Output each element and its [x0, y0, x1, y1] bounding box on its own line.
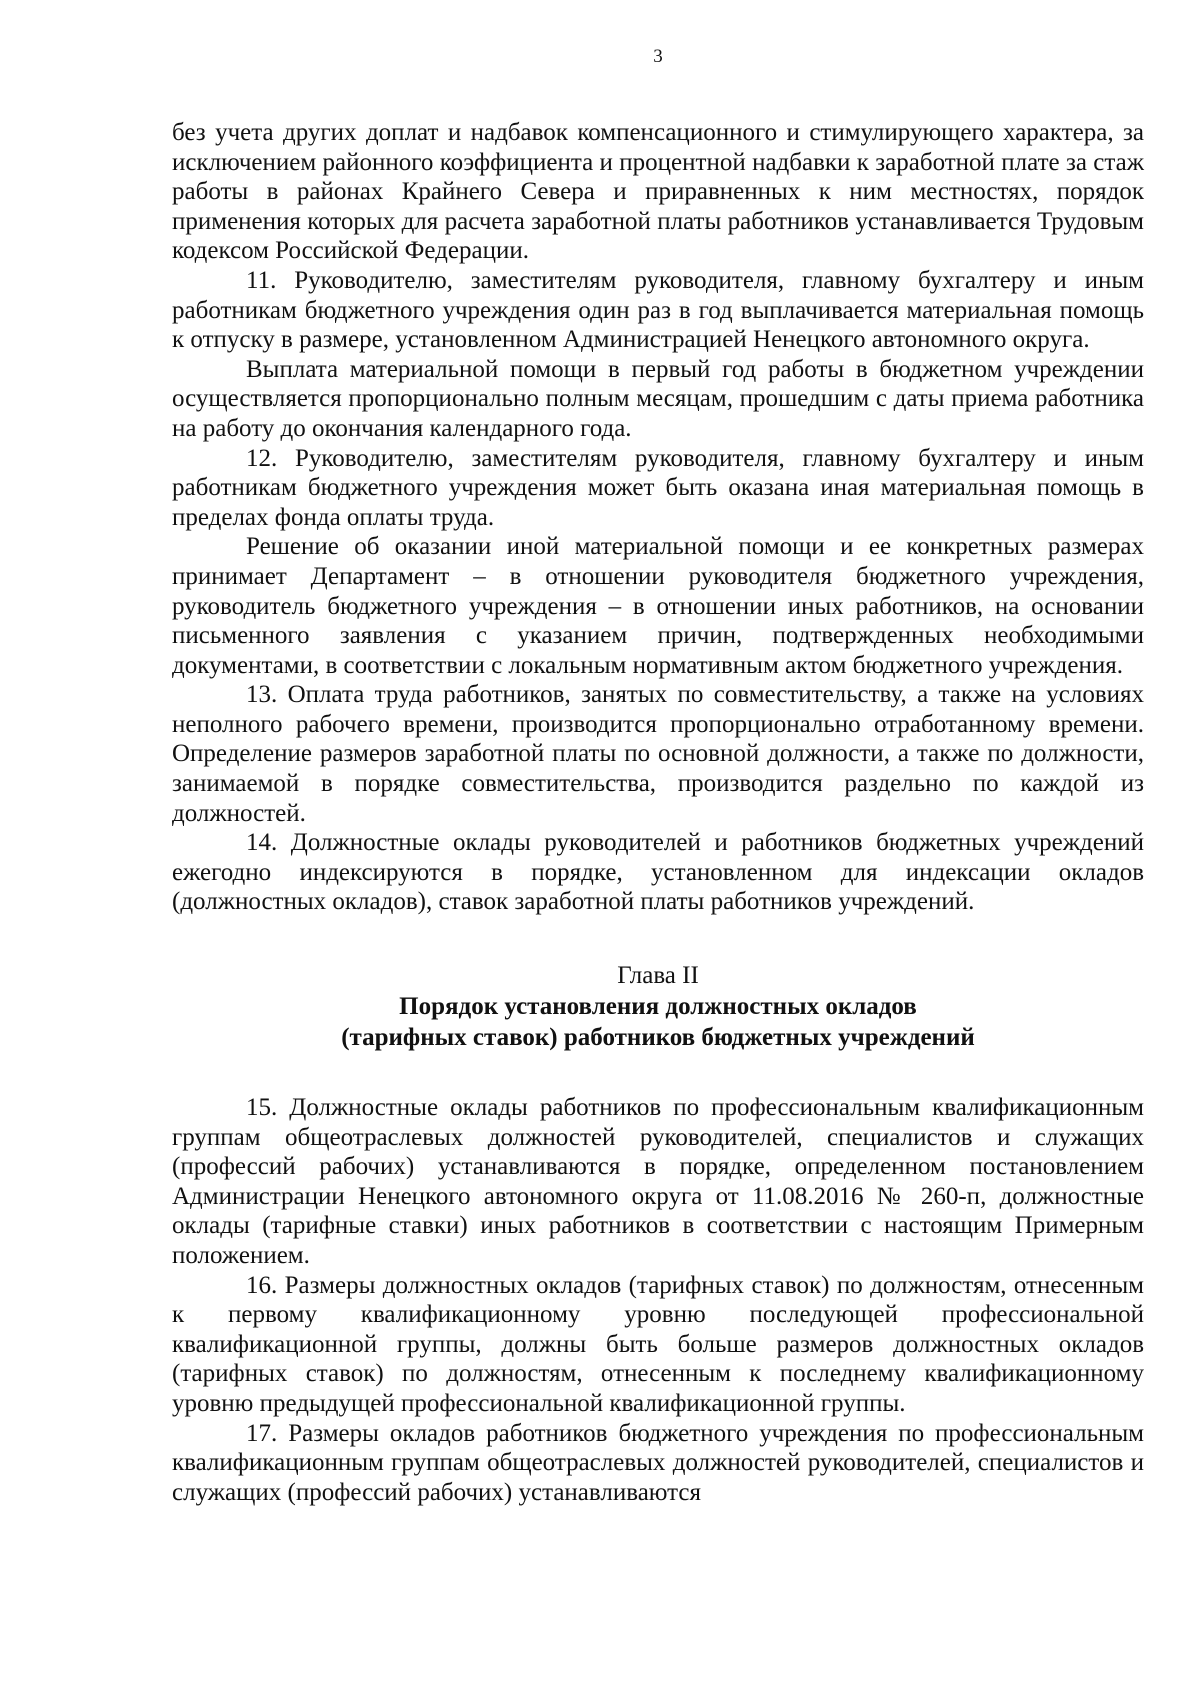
page-number: 3: [653, 46, 663, 67]
paragraph-item-13: 13. Оплата труда работников, занятых по совместительству, а также на условиях неполного рабочего времени, производится пропорционально отработанному времени. Определение размеров заработной платы по основной должности, а также по должности, занимаемой в порядке совместительства, производится раздельно по каждой из должностей.: [172, 681, 1144, 827]
chapter-heading: [172, 960, 1144, 1053]
paragraph-item-16: 16. Размеры должностных окладов (тарифных ставок) по должностям, отнесенным к первому квалификационному уровню последующей профессиональной квалификационной группы, должны быть больше размеров должностных окладов (тарифных ставок) по должностям, отнесенным к последнему квалификационному уровню предыдущей профессиональной квалификационной группы.: [172, 1271, 1144, 1417]
chapter-label: Глава II: [617, 962, 699, 990]
chapter-title-line-1: Порядок установления должностных окладов: [399, 993, 917, 1021]
paragraph: Решение об оказании иной материальной помощи и ее конкретных размерах принимает Департамент – в отношении руководителя бюджетного учреждения, руководитель бюджетного учреждения – в отношении иных работников, на основании письменного заявления с указанием причин, подтвержденных необходимыми документами, в соответствии с локальным нормативным актом бюджетного учреждения.: [172, 533, 1144, 679]
document-body: [172, 118, 1144, 1507]
paragraph-item-17: 17. Размеры окладов работников бюджетного учреждения по профессиональным квалификационным группам общеотраслевых должностей руководителей, специалистов и служащих (профессий рабочих) устанавливаются: [172, 1419, 1144, 1506]
chapter-title-line-2: (тарифных ставок) работников бюджетных учреждений: [341, 1024, 975, 1052]
paragraph-item-15: 15. Должностные оклады работников по профессиональным квалификационным группам общеотраслевых должностей руководителей, специалистов и служащих (профессий рабочих) устанавливаются в порядке, определенном постановлением Администрации Ненецкого автономного округа от 11.08.2016 № 260-п, должностные оклады (тарифные ставки) иных работников в соответствии с настоящим Примерным положением.: [172, 1094, 1144, 1269]
paragraph-item-12: 12. Руководителю, заместителям руководителя, главному бухгалтеру и иным работникам бюджетного учреждения может быть оказана иная материальная помощь в пределах фонда оплаты труда.: [172, 444, 1144, 531]
paragraph: без учета других доплат и надбавок компенсационного и стимулирующего характера, за исключением районного коэффициента и процентной надбавки к заработной плате за стаж работы в районах Крайнего Севера и приравненных к ним местностях, порядок применения которых для расчета заработной платы работников устанавливается Трудовым кодексом Российской Федерации.: [172, 119, 1144, 265]
paragraph: Выплата материальной помощи в первый год работы в бюджетном учреждении осуществляется пропорционально полным месяцам, прошедшим с даты приема работника на работу до окончания календарного года.: [172, 355, 1144, 442]
paragraph-item-11: 11. Руководителю, заместителям руководителя, главному бухгалтеру и иным работникам бюджетного учреждения один раз в год выплачивается материальная помощь к отпуску в размере, установленном Администрацией Ненецкого автономного округа.: [172, 266, 1144, 354]
paragraph-item-14: 14. Должностные оклады руководителей и работников бюджетных учреждений ежегодно индексируются в порядке, установленном для индексации окладов (должностных окладов), ставок заработной платы работников учреждений.: [172, 829, 1144, 916]
